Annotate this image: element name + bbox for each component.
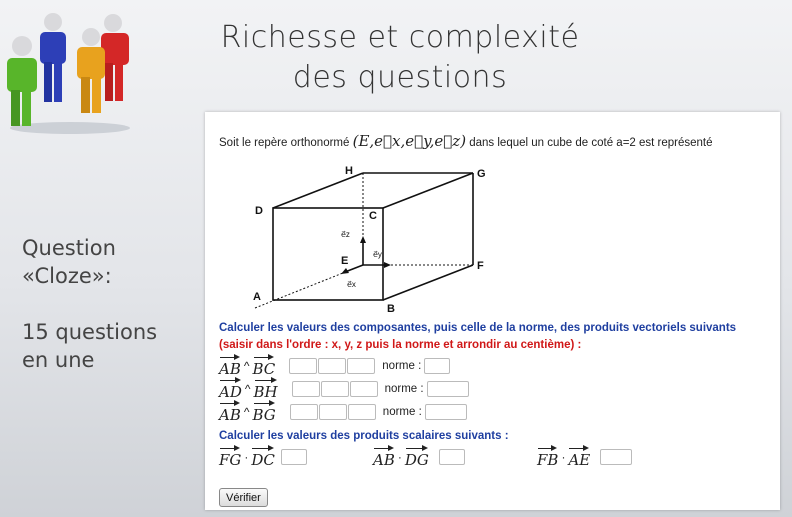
intro-text-after: dans lequel un cube de coté a=2 est représenté [469,137,713,149]
cube-label-a: A [253,291,261,303]
moodle-question-panel [205,112,780,510]
vector-right: AE [568,446,590,469]
norm-input[interactable] [427,381,469,397]
left-caption-line4: en une [22,348,95,372]
left-caption-line1: Question [22,236,116,260]
cube-label-c: C [369,210,377,222]
component-y-input[interactable] [318,358,346,374]
cube-label-d: D [255,205,263,217]
dot-result-input[interactable] [281,449,307,465]
component-z-input[interactable] [348,404,376,420]
norm-input[interactable] [424,358,450,374]
dot-operator: · [244,450,249,464]
dot-result-input[interactable] [600,449,632,465]
vector-right: BC [253,355,276,378]
component-z-input[interactable] [350,381,378,397]
norm-input[interactable] [425,404,467,420]
cube-label-g: G [477,168,486,180]
intro-text-before: Soit le repère orthonormé [219,137,350,149]
verify-button[interactable]: Vérifier [219,488,268,507]
instruction-input-order: (saisir dans l'ordre : x, y, z puis la norme et arrondir au centième) : [219,339,582,351]
cross-operator: ^ [243,359,250,373]
cross-operator: ^ [243,405,250,419]
vector-left: FG [219,446,241,469]
instruction-dot-products: Calculer les valeurs des produits scalaires suivants : [219,430,509,442]
component-y-input[interactable] [321,381,349,397]
cube-label-b: B [387,303,395,315]
norm-label: norme : [382,406,422,418]
people-group-icon [0,0,140,140]
cross-product-row [219,356,450,376]
norm-label: norme : [382,360,422,372]
vector-left: AB [373,446,395,469]
cube-label-e: E [341,255,349,267]
cross-product-row [219,402,467,422]
cube-label-ey: e⃗y [373,250,382,259]
cross-product-row [219,379,469,399]
cube-label-ex: e⃗x [347,280,356,289]
component-x-input[interactable] [292,381,320,397]
vector-left: AB [219,401,241,424]
left-caption-line3: 15 questions [22,320,158,344]
cube-label-ez: e⃗z [341,230,350,239]
cube-label-f: F [477,260,484,272]
vector-left: AB [219,355,241,378]
component-z-input[interactable] [347,358,375,374]
cube-figure [245,162,505,317]
dot-product-item [373,447,465,467]
intro-math-frame: (E,e⃗x,e⃗y,e⃗z) [352,132,467,150]
norm-label: norme : [384,383,424,395]
question-intro [219,132,713,150]
instruction-cross-products: Calculer les valeurs des composantes, puis celle de la norme, des produits vectoriels suivants [219,322,737,334]
left-caption-line2: «Cloze»: [22,264,112,288]
vector-left: FB [537,446,558,469]
component-y-input[interactable] [319,404,347,420]
vector-right: BH [254,378,278,401]
component-x-input[interactable] [290,404,318,420]
vector-left: AD [219,378,242,401]
vector-right: DG [405,446,429,469]
dot-operator: · [397,450,402,464]
cube-label-h: H [345,165,353,177]
dot-result-input[interactable] [439,449,465,465]
dot-product-item [219,447,307,467]
vector-right: BG [253,401,276,424]
dot-operator: · [561,450,566,464]
dot-product-item [537,447,632,467]
slide-title [200,18,600,98]
cross-operator: ^ [244,382,251,396]
vector-right: DC [251,446,275,469]
slide-title-line2: des questions [292,60,508,95]
component-x-input[interactable] [289,358,317,374]
slide-title-line1: Richesse et complexité [220,20,580,55]
